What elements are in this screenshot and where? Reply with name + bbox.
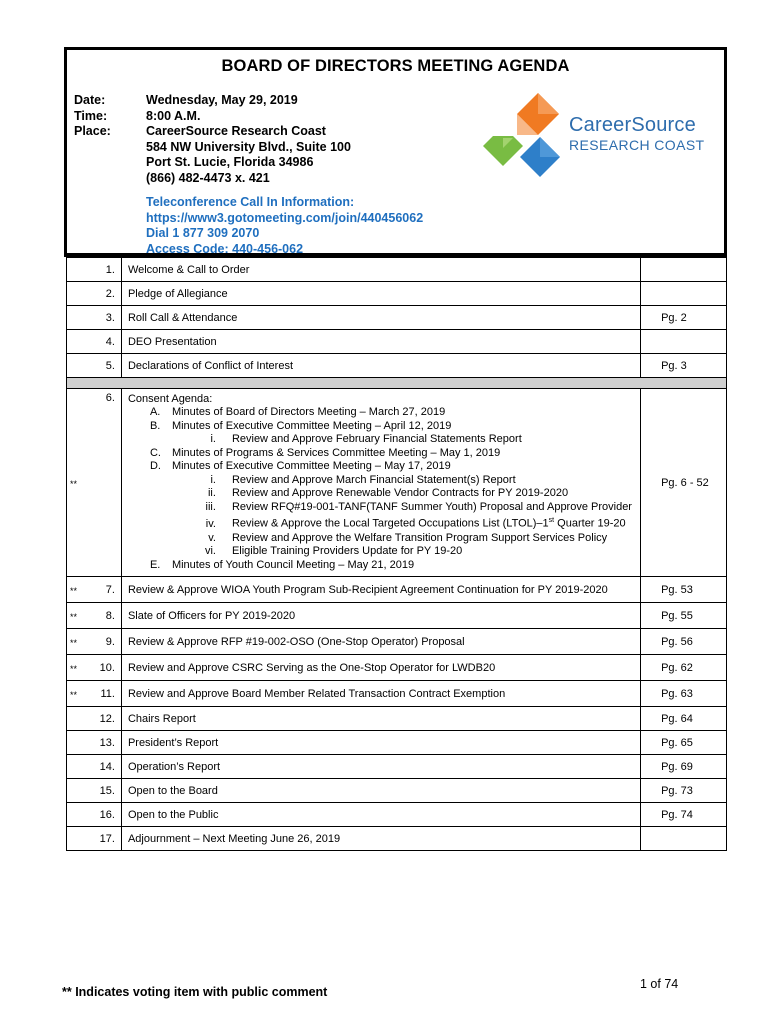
voting-marker [67, 258, 80, 282]
voting-marker [67, 731, 80, 755]
item-text: DEO Presentation [121, 330, 640, 354]
item-text: Open to the Public [121, 803, 640, 827]
consent-agenda-content [121, 389, 640, 577]
item-page: Pg. 65 [641, 731, 727, 755]
teleconference-info [146, 195, 423, 257]
date-label: Date: [74, 93, 106, 107]
item-number: 9. [79, 629, 121, 655]
item-number: 17. [79, 827, 121, 851]
voting-marker [67, 306, 80, 330]
item-page [641, 282, 727, 306]
consent-item-a: A. Minutes of Board of Directors Meeting – March 27, 2019 [149, 406, 446, 419]
item-number: 8. [79, 603, 121, 629]
item-number: 7. [79, 577, 121, 603]
item-number: 16. [79, 803, 121, 827]
item-text: Declarations of Conflict of Interest [121, 354, 640, 378]
consent-item-d: D. Minutes of Executive Committee Meeting – May 17, 2019 [149, 460, 451, 473]
agenda-row [67, 779, 727, 803]
consent-subitem-d5: v. Review and Approve the Welfare Transition Program Support Services Policy [208, 531, 608, 544]
agenda-table [66, 257, 727, 851]
voting-marker [67, 779, 80, 803]
item-number: 3. [79, 306, 121, 330]
voting-marker: ** [67, 603, 80, 629]
item-page: Pg. 62 [641, 655, 727, 681]
item-page: Pg. 63 [641, 681, 727, 707]
item-page: Pg. 55 [641, 603, 727, 629]
item-number: 14. [79, 755, 121, 779]
item-number: 1. [79, 258, 121, 282]
voting-marker [67, 282, 80, 306]
agenda-row [67, 681, 727, 707]
item-number: 6. [79, 389, 121, 577]
agenda-row [67, 731, 727, 755]
item-page: Pg. 6 - 52 [641, 389, 727, 577]
agenda-row [67, 707, 727, 731]
item-text: Review and Approve CSRC Serving as the One-Stop Operator for LWDB20 [121, 655, 640, 681]
consent-subitem-d4: iv. Review & Approve the Local Targeted Occupations List (LTOL)–1st Quarter 19-20 [205, 517, 626, 531]
logo-name: CareerSource [569, 114, 696, 136]
voting-marker: ** [67, 577, 80, 603]
consent-agenda-row [67, 389, 727, 577]
voting-marker [67, 803, 80, 827]
meta-labels [74, 93, 111, 140]
consent-item-c: C. Minutes of Programs & Services Committee Meeting – May 1, 2019 [149, 446, 501, 459]
agenda-row [67, 655, 727, 681]
voting-legend-note: ** Indicates voting item with public comment [62, 985, 328, 999]
agenda-row [67, 258, 727, 282]
meta-values [146, 93, 351, 186]
logo-subtitle: RESEARCH COAST [569, 137, 705, 153]
item-text: Operation’s Report [121, 755, 640, 779]
agenda-row [67, 330, 727, 354]
item-number: 2. [79, 282, 121, 306]
item-page: Pg. 56 [641, 629, 727, 655]
item-page: Pg. 64 [641, 707, 727, 731]
item-number: 11. [79, 681, 121, 707]
agenda-row [67, 282, 727, 306]
voting-marker: ** [67, 655, 80, 681]
item-page [641, 827, 727, 851]
item-text: Adjournment – Next Meeting June 26, 2019 [121, 827, 640, 851]
consent-subitem-d2: ii. Review and Approve Renewable Vendor Contracts for PY 2019-2020 [207, 487, 569, 500]
item-text: Pledge of Allegiance [121, 282, 640, 306]
voting-marker: ** [67, 389, 80, 577]
item-page [641, 330, 727, 354]
item-page: Pg. 74 [641, 803, 727, 827]
item-text: Review & Approve RFP #19-002-OSO (One-Stop Operator) Proposal [121, 629, 640, 655]
item-text: Welcome & Call to Order [121, 258, 640, 282]
logo-mark-icon [475, 90, 570, 180]
voting-marker [67, 707, 80, 731]
header-box [64, 47, 727, 257]
consent-subitem-d3: iii. Review RFQ#19-001-TANF(TANF Summer Youth) Proposal and Approve Provider [205, 500, 632, 513]
item-number: 4. [79, 330, 121, 354]
item-text: Review & Approve WIOA Youth Program Sub-Recipient Agreement Continuation for PY 2019-2020 [121, 577, 640, 603]
teleconference-dial: Dial 1 877 309 2070 [146, 226, 260, 240]
item-number: 15. [79, 779, 121, 803]
consent-subitem-b1: i. Review and Approve February Financial Statements Report [210, 433, 522, 446]
item-text: Review and Approve Board Member Related Transaction Contract Exemption [121, 681, 640, 707]
item-text: Chairs Report [121, 707, 640, 731]
voting-marker [67, 755, 80, 779]
item-text: Open to the Board [121, 779, 640, 803]
voting-marker: ** [67, 681, 80, 707]
section-divider [67, 378, 727, 389]
agenda-row [67, 354, 727, 378]
item-number: 10. [79, 655, 121, 681]
voting-marker [67, 330, 80, 354]
place-line-3: Port St. Lucie, Florida 34986 [146, 155, 314, 169]
voting-marker [67, 827, 80, 851]
place-line-1: CareerSource Research Coast [146, 124, 326, 138]
item-page [641, 258, 727, 282]
item-number: 5. [79, 354, 121, 378]
item-text: Roll Call & Attendance [121, 306, 640, 330]
agenda-row [67, 306, 727, 330]
teleconference-heading: Teleconference Call In Information: [146, 195, 355, 209]
voting-marker [67, 354, 80, 378]
item-page: Pg. 73 [641, 779, 727, 803]
agenda-row [67, 629, 727, 655]
voting-marker: ** [67, 629, 80, 655]
time-label: Time: [74, 108, 108, 123]
agenda-row [67, 827, 727, 851]
agenda-row [67, 755, 727, 779]
meeting-date: Wednesday, May 29, 2019 [146, 93, 298, 107]
place-label: Place: [74, 124, 111, 138]
page-title: BOARD OF DIRECTORS MEETING AGENDA [221, 57, 570, 75]
item-text: President’s Report [121, 731, 640, 755]
consent-item-b: B. Minutes of Executive Committee Meeting – April 12, 2019 [149, 419, 452, 432]
item-text: Slate of Officers for PY 2019-2020 [121, 603, 640, 629]
consent-subitem-d1: i. Review and Approve March Financial Statement(s) Report [210, 473, 516, 486]
agenda-row [67, 803, 727, 827]
item-page: Pg. 53 [641, 577, 727, 603]
item-page: Pg. 69 [641, 755, 727, 779]
item-number: 13. [79, 731, 121, 755]
item-page: Pg. 2 [641, 306, 727, 330]
consent-subitem-d6: vi. Eligible Training Providers Update for PY 19-20 [204, 545, 463, 558]
teleconference-access-code: Access Code: 440-456-062 [146, 241, 304, 256]
consent-title: Consent Agenda: [127, 392, 213, 405]
agenda-row [67, 577, 727, 603]
consent-item-e: E. Minutes of Youth Council Meeting – May 21, 2019 [149, 558, 415, 571]
agenda-row [67, 603, 727, 629]
place-line-2: 584 NW University Blvd., Suite 100 [146, 139, 351, 154]
item-number: 12. [79, 707, 121, 731]
meeting-time: 8:00 A.M. [146, 108, 201, 123]
teleconference-url[interactable]: https://www3.gotomeeting.com/join/440456062 [146, 210, 424, 225]
page-number: 1 of 74 [640, 977, 679, 991]
careersource-logo [475, 90, 725, 180]
place-line-4: (866) 482-4473 x. 421 [146, 170, 270, 185]
item-page: Pg. 3 [641, 354, 727, 378]
